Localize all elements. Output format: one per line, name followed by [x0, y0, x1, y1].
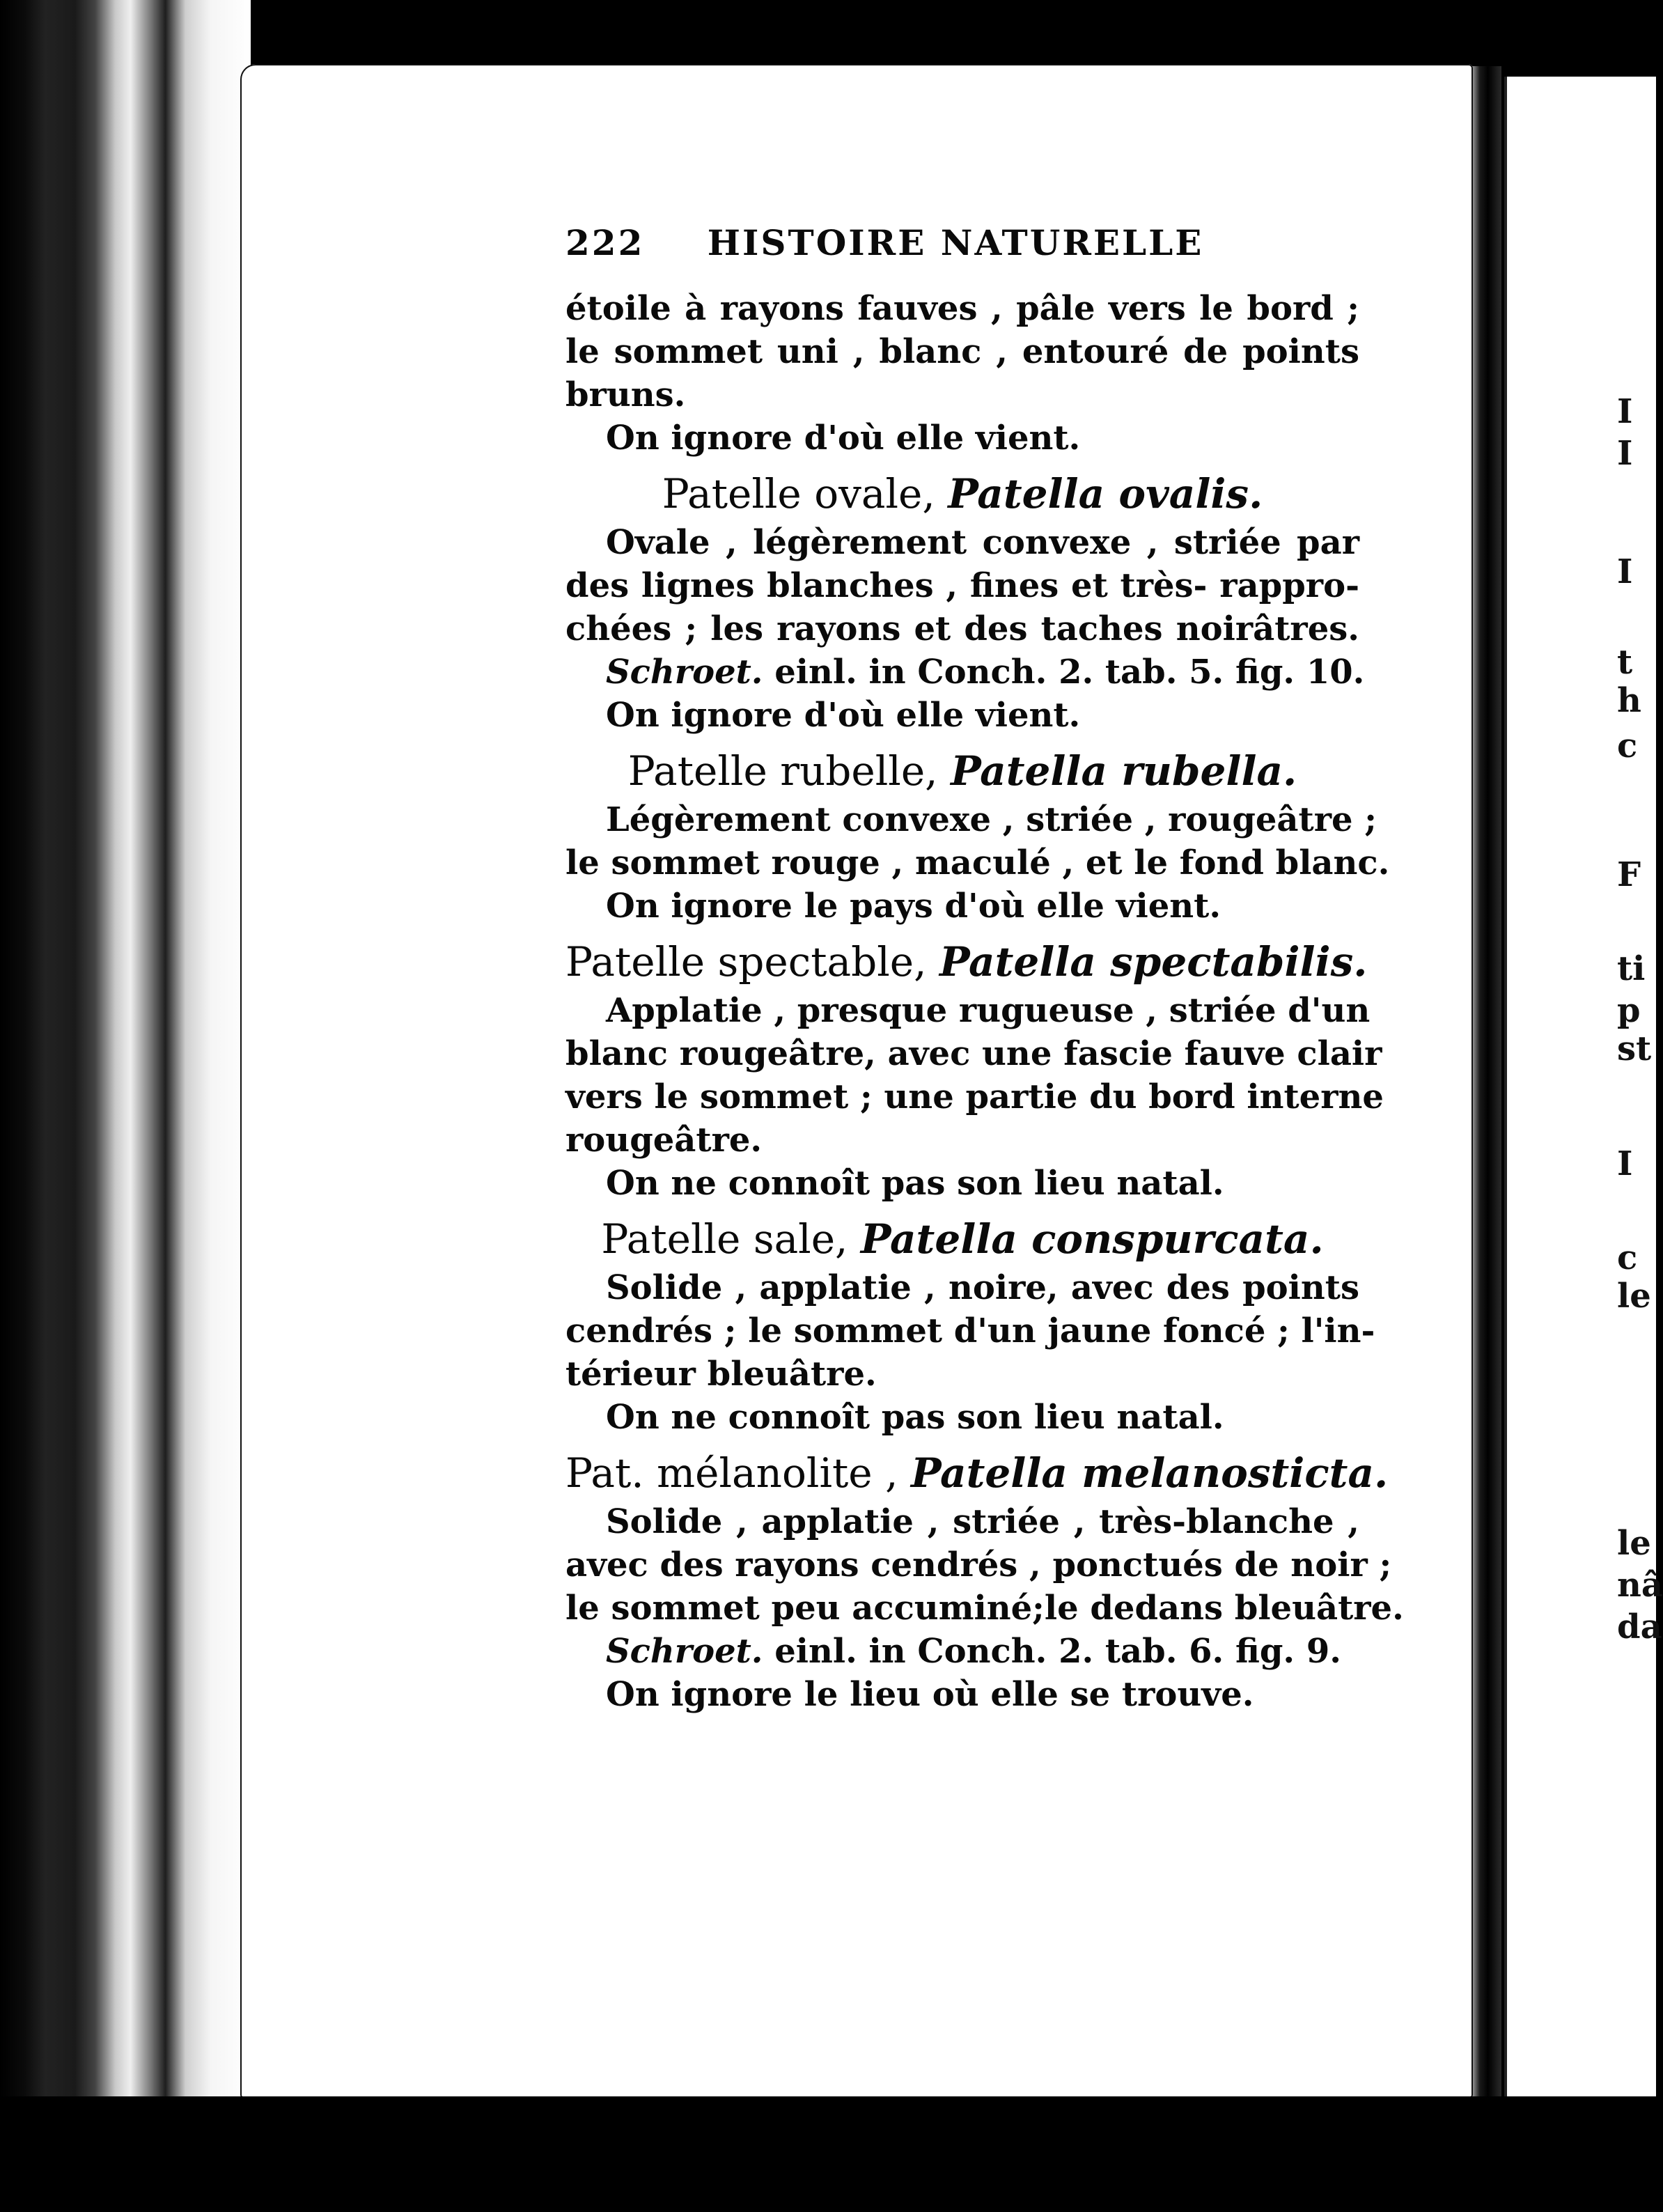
habitat-line: On ignore d'où elle vient. — [606, 419, 1081, 458]
adjacent-page-fragment: ti — [1617, 949, 1646, 988]
scan-bottom-border — [0, 2096, 1653, 2212]
adjacent-page-fragment: le — [1617, 1277, 1651, 1316]
text-line: le sommet rouge , maculé , et le fond blanc. — [565, 843, 1390, 882]
species-entry — [565, 1449, 1404, 1716]
species-latin-name: Patella melanosticta. — [910, 1449, 1389, 1497]
species-name: Patelle ovale, — [662, 470, 935, 517]
species-title — [565, 1217, 1359, 1266]
species-latin-name: Patella spectabilis. — [939, 938, 1368, 986]
running-title: HISTOIRE NATURELLE — [707, 222, 1204, 263]
adjacent-page-fragment: h — [1617, 681, 1641, 720]
reference-line — [565, 651, 1365, 694]
species-latin-name: Patella ovalis. — [948, 470, 1263, 517]
text-line: bruns. — [565, 375, 686, 414]
species-entry — [565, 470, 1365, 737]
text-line: Légèrement convexe , striée , rougeâtre ; — [606, 800, 1377, 839]
text-line: vers le sommet ; une partie du bord interne — [565, 1077, 1384, 1116]
adjacent-page-fragment: I — [1617, 434, 1633, 473]
adjacent-page-fragment: nâ — [1617, 1566, 1663, 1605]
species-name: Pat. mélanolite , — [565, 1449, 898, 1497]
habitat-line: On ignore d'où elle vient. — [606, 696, 1081, 735]
species-title — [565, 472, 1359, 521]
adjacent-page-fragment: p — [1617, 991, 1641, 1030]
reference-text: einl. in Conch. 2. tab. 5. fig. 10. — [763, 653, 1365, 692]
habitat-line: On ne connoît pas son lieu natal. — [606, 1398, 1224, 1437]
species-latin-name: Patella conspurcata. — [860, 1215, 1324, 1263]
adjacent-page-fragment: t — [1617, 643, 1633, 682]
reference-line — [565, 1630, 1359, 1673]
text-line: térieur bleuâtre. — [565, 1355, 877, 1394]
text-line: Ovale , légèrement convexe , striée par — [606, 523, 1359, 562]
habitat-line: On ignore le pays d'où elle vient. — [606, 887, 1221, 926]
habitat-line: On ne connoît pas son lieu natal. — [606, 1164, 1224, 1203]
running-header — [565, 221, 1359, 287]
text-line: étoile à rayons fauves , pâle vers le bord ; — [565, 289, 1359, 328]
adjacent-page-fragment: le — [1617, 1524, 1651, 1563]
species-entry — [565, 938, 1384, 1205]
adjacent-page-fragment: st — [1617, 1029, 1652, 1068]
page-number: 222 — [565, 222, 645, 263]
text-line: blanc rougeâtre, avec une fascie fauve clair — [565, 1034, 1382, 1073]
book-spine — [0, 0, 251, 2212]
species-title — [565, 749, 1359, 798]
text-line: Solide , applatie , striée , très-blanche , — [606, 1502, 1359, 1541]
text-line: chées ; les rayons et des taches noirâtres. — [565, 609, 1359, 648]
species-name: Patelle rubelle, — [627, 747, 938, 795]
page-text — [565, 221, 1404, 1716]
text-line: Solide , applatie , noire, avec des points — [606, 1268, 1359, 1307]
species-entry — [565, 747, 1390, 928]
adjacent-page-fragment: c — [1617, 726, 1638, 765]
text-line: le sommet peu accuminé;le dedans bleuâtre. — [565, 1589, 1404, 1628]
adjacent-page — [1504, 77, 1656, 2096]
adjacent-page-fragment: F — [1617, 855, 1641, 894]
species-name: Patelle sale, — [601, 1215, 848, 1263]
adjacent-page-fragment: c — [1617, 1238, 1638, 1277]
adjacent-page-fragment: da — [1617, 1607, 1662, 1646]
text-line: avec des rayons cendrés , ponctués de noir ; — [565, 1545, 1392, 1584]
habitat-line: On ignore le lieu où elle se trouve. — [606, 1675, 1254, 1714]
adjacent-page-fragment: I — [1617, 1144, 1633, 1183]
adjacent-page-fragment: I — [1617, 392, 1633, 431]
text-line: Applatie , presque rugueuse , striée d'un — [606, 991, 1371, 1030]
reference-author: Schroet. — [606, 653, 763, 692]
species-name: Patelle spectable, — [565, 938, 927, 986]
page-gutter-shadow — [1468, 66, 1501, 2121]
adjacent-page-fragment: I — [1617, 552, 1633, 591]
text-line: des lignes blanches , fines et très- rappro- — [565, 566, 1359, 605]
species-title — [565, 1449, 1389, 1500]
reference-text: einl. in Conch. 2. tab. 6. fig. 9. — [763, 1632, 1341, 1671]
intro-paragraph — [565, 287, 1359, 460]
species-latin-name: Patella rubella. — [951, 747, 1297, 795]
text-line: cendrés ; le sommet d'un jaune foncé ; l'in- — [565, 1311, 1375, 1350]
species-title — [565, 938, 1368, 989]
species-entry — [565, 1215, 1375, 1439]
reference-author: Schroet. — [606, 1632, 763, 1671]
text-line: rougeâtre. — [565, 1121, 763, 1160]
text-line: le sommet uni , blanc , entouré de points — [565, 332, 1359, 371]
